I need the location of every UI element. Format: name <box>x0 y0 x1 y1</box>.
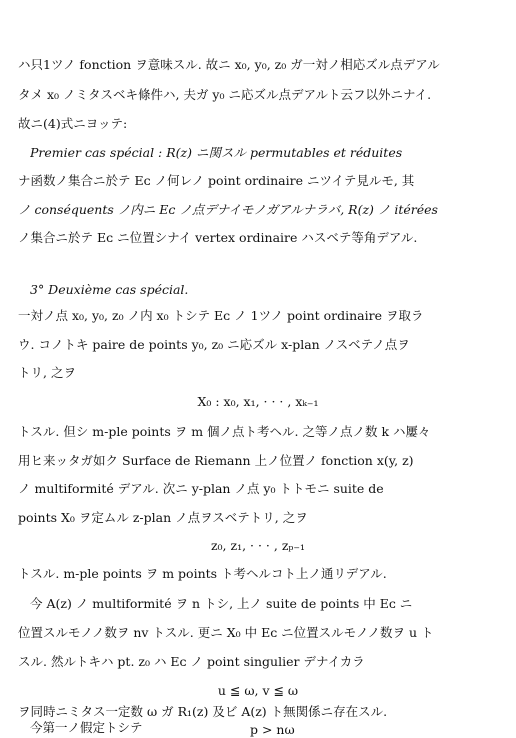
formula-line: X₀ : x₀, x₁, · · · , xₖ₋₁ <box>197 394 319 409</box>
text-line: 今 A(z) ノ multiformité ヲ n トシ, 上ノ suite de points 中 Eᴄ ニ <box>30 596 413 611</box>
text-line: points X₀ ヲ定ムル z-plan ノ点ヲスベテトリ, 之ヲ <box>18 510 308 525</box>
text-line: タメ x₀ ノミタスベキ條件ハ, 夫ガ y₀ ニ応ズル点デアルト云フ以外ニナイ. <box>18 87 432 102</box>
text-line: ノ multiformité デアル. 次ニ y-plan ノ点 y₀ トトモニ suite de <box>18 481 384 496</box>
formula-line: p > nω <box>250 722 295 737</box>
text-line: スル. 然ルトキハ pt. z₀ ハ Eᴄ ノ point singulier デナイカラ <box>18 654 365 669</box>
text-line: ノ集合ニ於テ Eᴄ ニ位置シナイ vertex ordinaire ハスベテ等角デアル. <box>18 230 418 245</box>
text-line: ナ函数ノ集合ニ於テ Eᴄ ノ何レノ point ordinaire ニツイテ見ルモ, 其 <box>18 173 415 188</box>
formula-line: z₀, z₁, · · · , zₚ₋₁ <box>210 538 306 553</box>
text-line: ノ conséquents ノ内ニ Eᴄ ノ点デナイモノガアルナラバ, R(z) ノ itérées <box>18 202 438 217</box>
text-line: 位置スルモノノ数ヲ nv トスル. 更ニ X₀ 中 Eᴄ ニ位置スルモノノ数ヲ u ト <box>18 625 434 640</box>
text-line: 故ニ(4)式ニヨッテ: <box>18 116 128 131</box>
text-line: 今第一ノ假定トシテ <box>30 720 143 735</box>
text-line: Premier cas spécial : R(z) ニ関スル permutables et réduites <box>30 145 403 160</box>
formula-line: u ≦ ω, v ≦ ω <box>217 683 299 698</box>
text-line: トリ, 之ヲ <box>18 365 76 380</box>
section-heading: 3° Deuxième cas spécial. <box>30 282 189 297</box>
text-line: ウ. コノトキ paire de points y₀, z₀ ニ応ズル x-plan ノスベテノ点ヲ <box>18 337 410 352</box>
text-line: 一対ノ点 x₀, y₀, z₀ ノ内 x₀ トシテ Eᴄ ノ 1ツノ point ordinaire ヲ取ラ <box>18 308 424 323</box>
text-line: トスル. m-ple points ヲ m points ト考ヘルコト上ノ通リデアル. <box>18 566 387 581</box>
text-line: 用ヒ来ッタガ如ク Surface de Riemann 上ノ位置ノ fonction x(y, z) <box>18 453 414 468</box>
text-line: ヲ同時ニミタス一定数 ω ガ R₁(z) 及ビ A(z) ト無関係ニ存在スル. <box>18 704 388 719</box>
text-line: ハ只1ツノ fonction ヲ意味スル. 故ニ x₀, y₀, z₀ ガ一対ノ相応ズル点デアル <box>18 57 440 72</box>
text-line: トスル. 但シ m-ple points ヲ m 個ノ点ト考ヘル. 之等ノ点ノ数 k ハ屢々 <box>18 424 431 439</box>
